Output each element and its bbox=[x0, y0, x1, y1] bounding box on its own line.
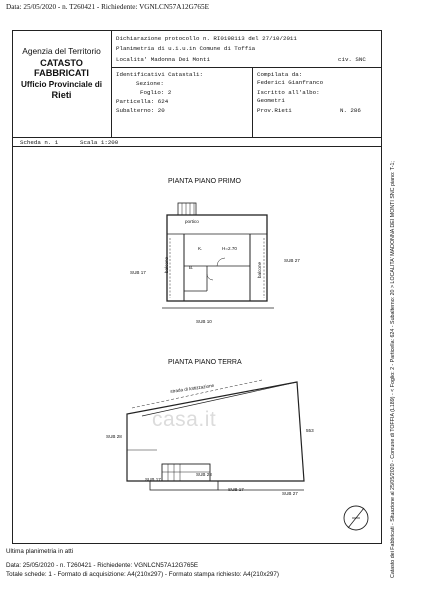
label-sub10: SUB 10 bbox=[196, 319, 212, 324]
office-city: Rieti bbox=[51, 90, 72, 100]
label-sub27-lower: SUB 27 bbox=[282, 491, 298, 496]
header-divider-2 bbox=[12, 137, 382, 138]
building-outline-upper bbox=[167, 215, 267, 301]
compiled-heading: Compilata da: bbox=[257, 71, 303, 78]
label-kitchen: K. bbox=[198, 246, 203, 251]
label-bath: B. bbox=[189, 265, 194, 270]
label-sub27-upper: SUB 27 bbox=[284, 258, 300, 263]
plan-title-lower: PIANTA PIANO TERRA bbox=[168, 359, 242, 366]
label-portico: portico bbox=[185, 219, 199, 224]
compiled-name: Federici Gianfranco bbox=[257, 79, 324, 86]
scale-label: Scala 1:200 bbox=[80, 139, 119, 146]
identifier-foglio: Foglio: 2 bbox=[140, 89, 172, 96]
label-sub17-lower-a: SUB 17 bbox=[145, 477, 161, 482]
label-553: 553 bbox=[306, 428, 314, 433]
declaration-civic: civ. SNC bbox=[338, 56, 366, 63]
catasto-title: CATASTO FABBRICATI bbox=[34, 58, 89, 78]
vertical-situation-text: Catasto dei Fabbricati - Situazione al 25/05/2020 - Comune di TOFFIA (L189) - < Foglio: 2 - Particella: 624 - Subalterno: 20 > LOCALITA' MADONNA DEI MONTI SNC piano: T-1; bbox=[390, 161, 396, 578]
floor-plan-drawing bbox=[12, 146, 382, 544]
compiled-province: Prov.Rieti bbox=[257, 107, 292, 114]
identifiers-heading: Identificativi Catastali: bbox=[116, 71, 203, 78]
compiled-number: N. 286 bbox=[340, 107, 361, 114]
identifier-subalterno: Subalterno: 20 bbox=[116, 107, 165, 114]
header-vertical-divider bbox=[252, 67, 253, 137]
agency-name: Agenzia del Territorio bbox=[22, 46, 101, 56]
label-sub28-left: SUB 28 bbox=[106, 434, 122, 439]
label-height: H=2.70 bbox=[222, 246, 237, 251]
compiled-albo-label: Iscritto all'albo: bbox=[257, 89, 320, 96]
identifier-particella: Particella: 624 bbox=[116, 98, 169, 105]
footer-request: Data: 25/05/2020 - n. T260421 - Richiedente: VGNLCN57A12G765E bbox=[6, 562, 199, 569]
header-divider-1 bbox=[112, 67, 382, 68]
scheda-number: Scheda n. 1 bbox=[20, 139, 59, 146]
compiled-albo: Geometri bbox=[257, 97, 285, 104]
watermark-logo: casa.it bbox=[152, 408, 217, 431]
declaration-planimetry: Planimetria di u.i.u.in Comune di Toffia bbox=[116, 45, 256, 52]
label-balcone-left: balcone bbox=[164, 256, 169, 273]
label-sub17-upper: SUB 17 bbox=[130, 270, 146, 275]
label-balcone-right: balcone bbox=[257, 261, 262, 278]
agency-block bbox=[12, 30, 112, 137]
identifier-sezione: Sezione: bbox=[136, 80, 164, 87]
request-header-line: Data: 25/05/2020 - n. T260421 - Richiedente: VGNLCN57A12G765E bbox=[6, 3, 209, 11]
footer-last-plan: Ultima planimetria in atti bbox=[6, 548, 74, 555]
office-label: Ufficio Provinciale di bbox=[21, 80, 102, 89]
declaration-locality: Localita' Madonna Dei Monti bbox=[116, 56, 210, 63]
plan-title-upper: PIANTA PIANO PRIMO bbox=[168, 178, 241, 185]
label-sub17-lower-b: SUB 17 bbox=[228, 487, 244, 492]
label-sub28-center: SUB 28 bbox=[196, 472, 212, 477]
stair-block bbox=[178, 203, 196, 215]
label-strada: strada di lottizzazione bbox=[170, 382, 215, 394]
footer-format: Totale schede: 1 - Formato di acquisizione: A4(210x297) - Formato stampa richiesto: A4(210x297) bbox=[6, 571, 280, 578]
declaration-protocol: Dichiarazione protocollo n. RI0198113 del 27/10/2011 bbox=[116, 35, 297, 42]
